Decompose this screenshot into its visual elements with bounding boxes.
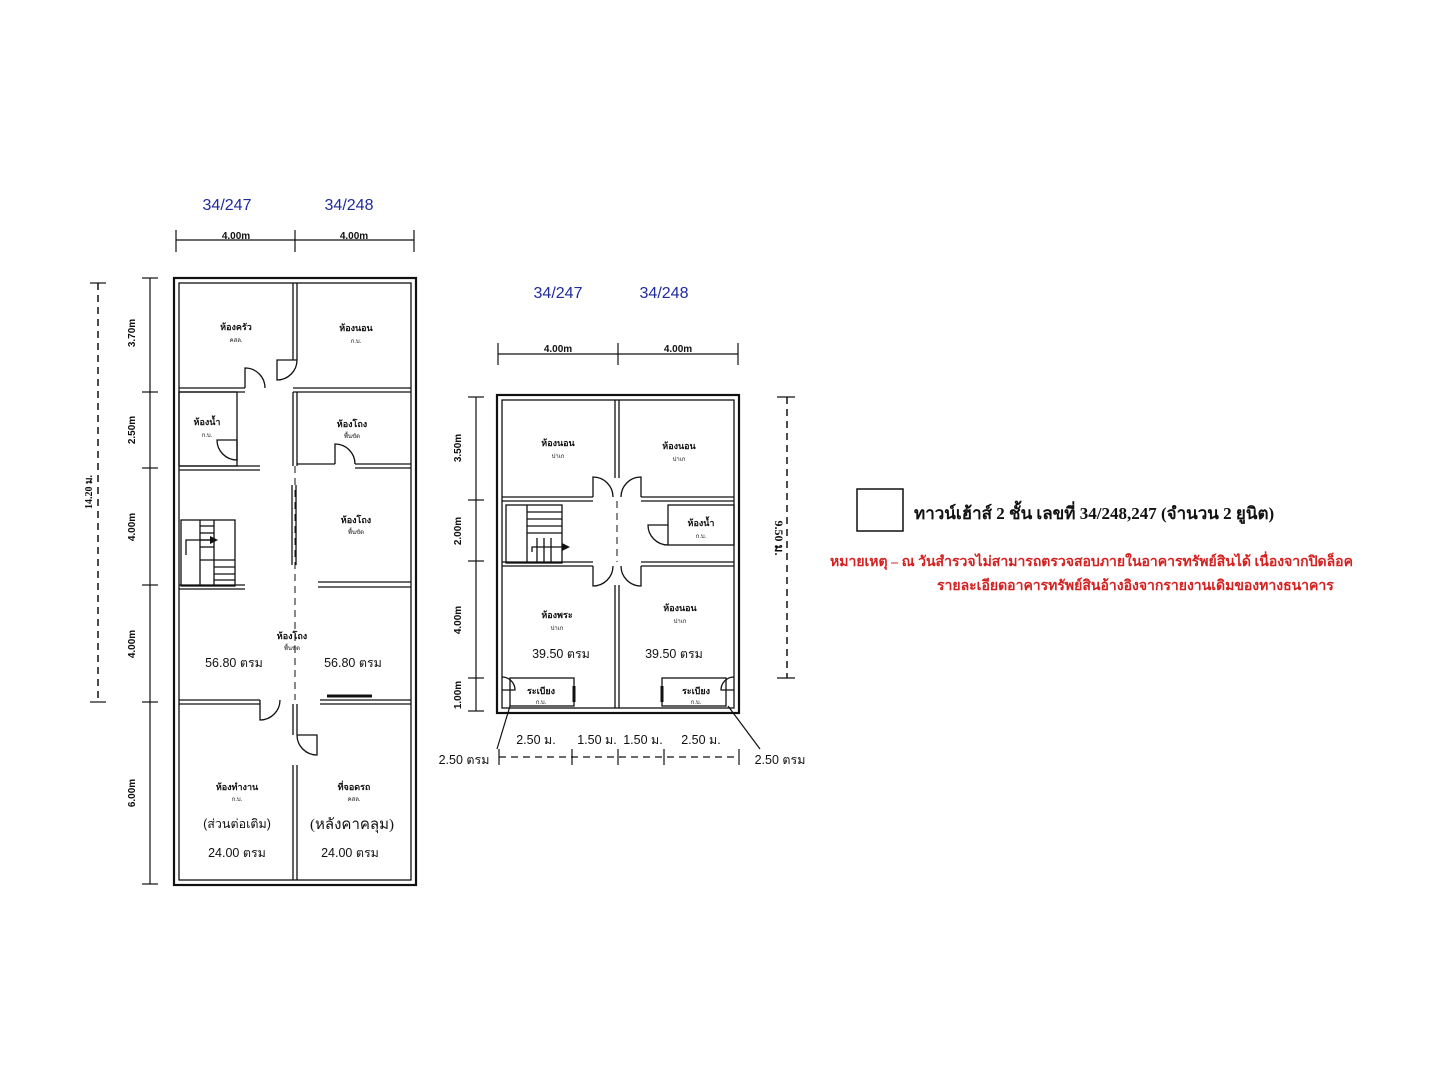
ground-area-right: 56.80 ตรม (324, 656, 382, 670)
ground-segment-4: 4.00m (127, 629, 138, 659)
upper-balcony-1-floor: ก.บ. (535, 700, 547, 706)
upper-floor-plan (439, 285, 806, 767)
ground-kitchen-label: ห้องครัว (220, 322, 252, 332)
ground-front-area-right: 24.00 ตรม (321, 846, 379, 860)
ground-kitchen-floor: คสล. (229, 338, 243, 344)
ground-width-left: 4.00m (221, 231, 251, 242)
upper-balcony-width-1: 2.50 ม. (516, 733, 556, 747)
ground-roof-note: (หลังคาคลุม) (310, 817, 394, 833)
upper-segment-1: 3.50m (453, 433, 464, 463)
upper-bedroom-1-label: ห้องนอน (541, 438, 575, 448)
upper-shrine-room-label: ห้องพระ (541, 610, 573, 620)
ground-extension-note: (ส่วนต่อเติม) (203, 817, 271, 831)
ground-segment-1: 3.70m (127, 318, 138, 348)
upper-balcony-width-2: 1.50 ม. (577, 733, 617, 747)
legend (830, 489, 1353, 594)
upper-total-depth: 9.50 ม. (772, 520, 786, 556)
upper-area-right: 39.50 ตรม (645, 647, 703, 661)
upper-segment-4: 1.00m (453, 680, 464, 710)
upper-depth-dimension (453, 397, 795, 711)
note-line-1: หมายเหตุ – ณ วันสำรวจไม่สามารถตรวจสอบภายในอาคารทรัพย์สินได้ เนื่องจากปิดล็อค (830, 555, 1353, 570)
ground-width-right: 4.00m (339, 231, 369, 242)
upper-bedroom-3-label: ห้องนอน (663, 603, 697, 613)
upper-outer-wall (497, 395, 739, 713)
ground-floor-plan (84, 197, 416, 885)
ground-unit-right-label: 34/248 (324, 197, 374, 214)
ground-bathroom-floor: ก.บ. (201, 433, 213, 439)
ground-hall-3-label: ห้องโถง (276, 631, 308, 641)
ground-workroom-floor: ก.บ. (231, 797, 243, 803)
ground-segment-3: 4.00m (127, 512, 138, 542)
ground-segment-5: 6.00m (127, 778, 138, 808)
ground-width-dimension (176, 230, 414, 252)
ground-depth-dimension (84, 278, 158, 884)
upper-segment-3: 4.00m (453, 605, 464, 635)
upper-area-left: 39.50 ตรม (532, 647, 590, 661)
ground-hall-3-floor: พื้นขัด (283, 646, 301, 652)
ground-bedroom-label: ห้องนอน (339, 323, 373, 333)
upper-bedroom-2-floor: ปาเก (672, 457, 686, 463)
legend-swatch (857, 489, 903, 531)
upper-balcony-2-label: ระเบียง (681, 686, 711, 696)
ground-bedroom-floor: ก.บ. (350, 339, 362, 345)
upper-balcony-1-label: ระเบียง (526, 686, 556, 696)
upper-bathroom-floor: ก.บ. (695, 534, 707, 540)
ground-segment-2: 2.50m (127, 415, 138, 445)
upper-balcony-area-left: 2.50 ตรม (438, 753, 490, 767)
ground-bathroom-label: ห้องน้ำ (193, 417, 221, 427)
ground-area-left: 56.80 ตรม (205, 656, 263, 670)
ground-parking-floor: คสล. (347, 797, 361, 803)
upper-unit-right-label: 34/248 (639, 285, 689, 302)
ground-workroom-label: ห้องทำงาน (215, 782, 259, 792)
upper-bathroom-label: ห้องน้ำ (687, 518, 715, 528)
upper-balcony-width-4: 2.50 ม. (681, 733, 721, 747)
upper-segment-2: 2.00m (453, 516, 464, 546)
ground-hall-1-floor: พื้นขัด (343, 434, 361, 440)
ground-hall-2-label: ห้องโถง (340, 515, 372, 525)
upper-width-left: 4.00m (543, 344, 573, 355)
upper-width-right: 4.00m (663, 344, 693, 355)
upper-balcony-area-right: 2.50 ตรม (754, 753, 806, 767)
ground-hall-2-floor: พื้นขัด (347, 530, 365, 536)
ground-front-area-left: 24.00 ตรม (208, 846, 266, 860)
ground-parking-label: ที่จอดรถ (337, 782, 371, 792)
upper-unit-left-label: 34/247 (533, 285, 583, 302)
ground-hall-1-label: ห้องโถง (336, 419, 368, 429)
upper-shrine-room-floor: ปาเก (550, 626, 564, 632)
upper-bedroom-1-floor: ปาเก (551, 454, 565, 460)
upper-balcony-width-3: 1.50 ม. (623, 733, 663, 747)
upper-bedroom-3-floor: ปาเก (673, 619, 687, 625)
upper-balcony-2-floor: ก.บ. (690, 700, 702, 706)
note-line-2: รายละเอียดอาคารทรัพย์สินอ้างอิงจากรายงานเดิมของทางธนาคาร (937, 579, 1334, 594)
legend-title: ทาวน์เฮ้าส์ 2 ชั้น เลขที่ 34/248,247 (จำนวน 2 ยูนิต) (914, 504, 1275, 523)
ground-total-depth: 14.20 ม. (84, 474, 95, 510)
upper-balcony-dimension (499, 733, 739, 765)
ground-unit-left-label: 34/247 (202, 197, 252, 214)
upper-bedroom-2-label: ห้องนอน (662, 441, 696, 451)
upper-width-dimension (498, 343, 738, 365)
ground-stair (181, 520, 235, 586)
upper-stair (506, 505, 570, 563)
